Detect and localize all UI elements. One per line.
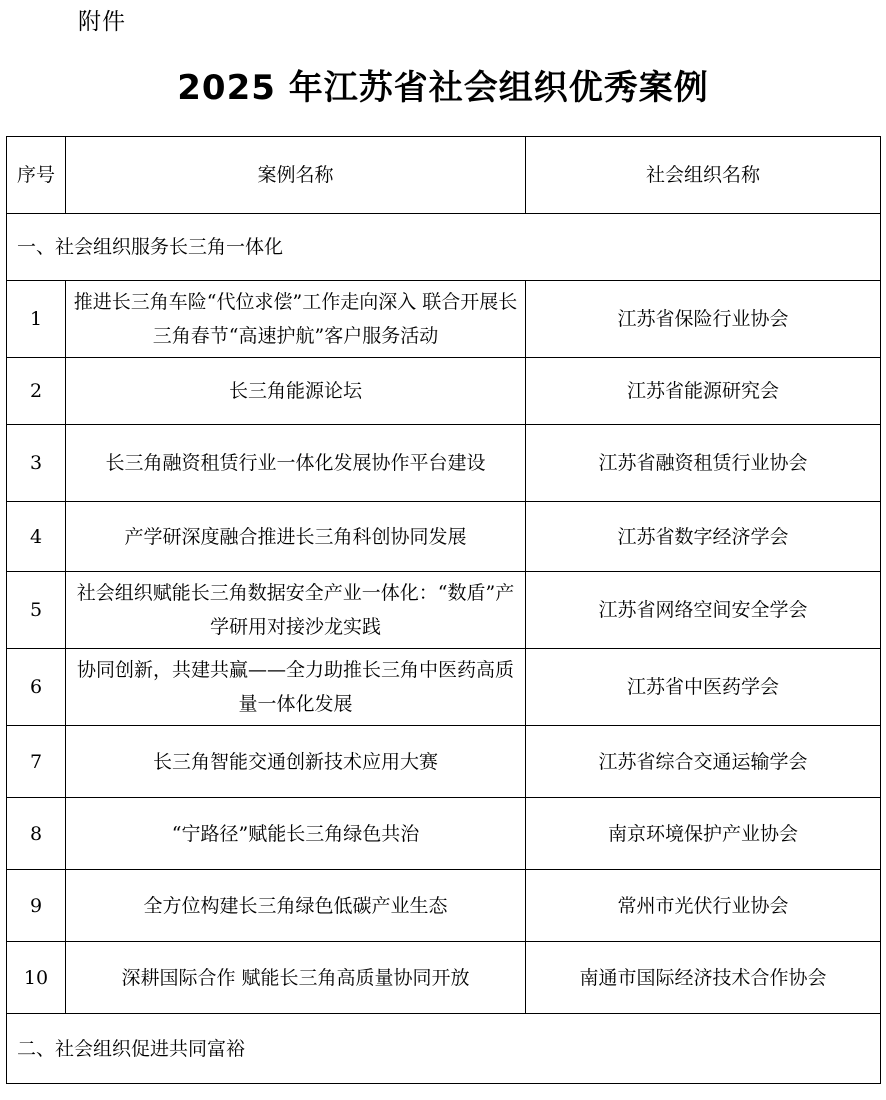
row-number: 1 bbox=[7, 281, 66, 358]
row-number: 7 bbox=[7, 726, 66, 798]
row-number: 9 bbox=[7, 870, 66, 942]
attachment-label: 附件 bbox=[78, 9, 126, 35]
case-name-cell: 长三角能源论坛 bbox=[66, 358, 526, 425]
section-row bbox=[7, 1014, 881, 1084]
org-name-cell: 南通市国际经济技术合作协会 bbox=[526, 942, 881, 1014]
table-row bbox=[7, 572, 881, 649]
case-name-cell: 协同创新，共建共赢——全力助推长三角中医药高质量一体化发展 bbox=[66, 649, 526, 726]
org-name-cell: 江苏省中医药学会 bbox=[526, 649, 881, 726]
row-number: 6 bbox=[7, 649, 66, 726]
table-row bbox=[7, 870, 881, 942]
table-row bbox=[7, 281, 881, 358]
table-row bbox=[7, 798, 881, 870]
section-heading: 二、社会组织促进共同富裕 bbox=[7, 1014, 881, 1084]
section-row bbox=[7, 214, 881, 281]
cases-table bbox=[6, 136, 881, 1084]
row-number: 8 bbox=[7, 798, 66, 870]
org-name-cell: 江苏省网络空间安全学会 bbox=[526, 572, 881, 649]
column-header-case-name: 案例名称 bbox=[66, 137, 526, 214]
case-name-cell: 长三角融资租赁行业一体化发展协作平台建设 bbox=[66, 425, 526, 502]
column-header-org-name: 社会组织名称 bbox=[526, 137, 881, 214]
case-name-cell: 推进长三角车险“代位求偿”工作走向深入 联合开展长三角春节“高速护航”客户服务活动 bbox=[66, 281, 526, 358]
case-name-cell: 社会组织赋能长三角数据安全产业一体化：“数盾”产学研用对接沙龙实践 bbox=[66, 572, 526, 649]
case-name-cell: 长三角智能交通创新技术应用大赛 bbox=[66, 726, 526, 798]
case-name-cell: 产学研深度融合推进长三角科创协同发展 bbox=[66, 502, 526, 572]
org-name-cell: 江苏省能源研究会 bbox=[526, 358, 881, 425]
case-name-cell: 深耕国际合作 赋能长三角高质量协同开放 bbox=[66, 942, 526, 1014]
row-number: 3 bbox=[7, 425, 66, 502]
org-name-cell: 南京环境保护产业协会 bbox=[526, 798, 881, 870]
row-number: 5 bbox=[7, 572, 66, 649]
table-row bbox=[7, 942, 881, 1014]
case-name-cell: 全方位构建长三角绿色低碳产业生态 bbox=[66, 870, 526, 942]
table-row bbox=[7, 358, 881, 425]
row-number: 4 bbox=[7, 502, 66, 572]
row-number: 2 bbox=[7, 358, 66, 425]
row-number: 10 bbox=[7, 942, 66, 1014]
document-title: 2025 年江苏省社会组织优秀案例 bbox=[177, 68, 709, 108]
org-name-cell: 常州市光伏行业协会 bbox=[526, 870, 881, 942]
case-name-cell: “宁路径”赋能长三角绿色共治 bbox=[66, 798, 526, 870]
table-row bbox=[7, 726, 881, 798]
org-name-cell: 江苏省综合交通运输学会 bbox=[526, 726, 881, 798]
org-name-cell: 江苏省保险行业协会 bbox=[526, 281, 881, 358]
org-name-cell: 江苏省数字经济学会 bbox=[526, 502, 881, 572]
table-row bbox=[7, 502, 881, 572]
table-row bbox=[7, 649, 881, 726]
table-header-row bbox=[7, 137, 881, 214]
section-heading: 一、社会组织服务长三角一体化 bbox=[7, 214, 881, 281]
table-row bbox=[7, 425, 881, 502]
column-header-index: 序号 bbox=[7, 137, 66, 214]
org-name-cell: 江苏省融资租赁行业协会 bbox=[526, 425, 881, 502]
